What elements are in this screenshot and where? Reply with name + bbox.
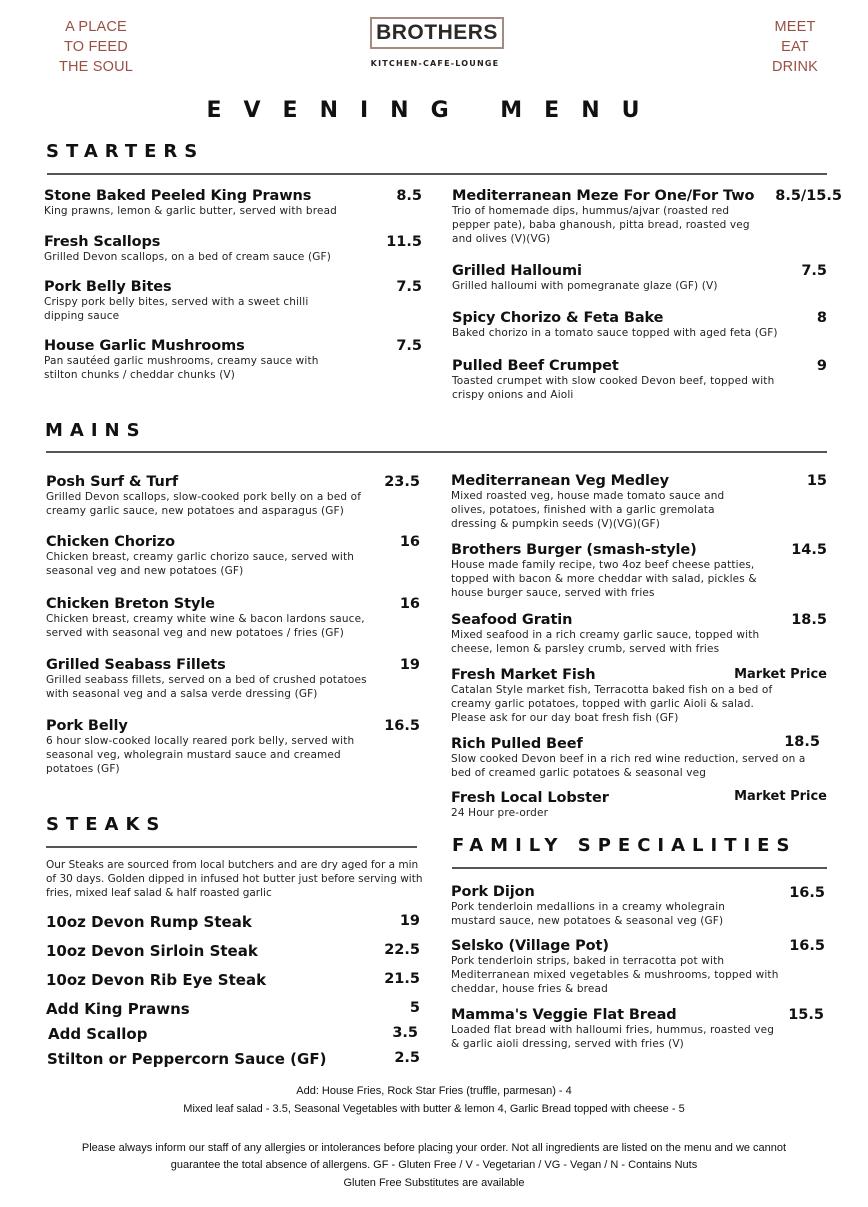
tagline-line: TO FEED bbox=[64, 39, 128, 55]
logo-text: BROTHERS bbox=[376, 21, 498, 44]
steak-item-name: Add Scallop bbox=[48, 1025, 148, 1043]
item-price: Market Price bbox=[734, 667, 827, 682]
item-price: 2.5 bbox=[394, 1050, 420, 1066]
item-price: 15.5 bbox=[788, 1007, 824, 1023]
item-desc: Loaded flat bread with halloumi fries, hummus, roasted veg & garlic aioli dressing, served with fries (V) bbox=[451, 1024, 775, 1050]
item-price: 7.5 bbox=[801, 263, 827, 279]
item-name: Pulled Beef Crumpet bbox=[452, 358, 619, 374]
item-price: 8.5 bbox=[396, 188, 422, 204]
item-price: 18.5 bbox=[784, 734, 820, 750]
tagline-line: MEET bbox=[774, 19, 816, 35]
menu-item bbox=[451, 473, 751, 531]
steak-item-name: 10oz Devon Rib Eye Steak bbox=[46, 971, 267, 989]
item-desc: Crispy pork belly bites, served with a sweet chilli dipping sauce bbox=[44, 296, 309, 322]
steak-item-name: Stilton or Peppercorn Sauce (GF) bbox=[47, 1050, 327, 1068]
menu-item bbox=[44, 234, 374, 264]
section-divider bbox=[46, 451, 827, 453]
steaks-intro: Our Steaks are sourced from local butchers and are dry aged for a min of 30 days. Golden dipped in infused hot butter just before serving with fries, mixed leaf salad & half roasted garlic bbox=[46, 859, 423, 899]
menu-item bbox=[452, 263, 770, 293]
item-name: Fresh Scallops bbox=[44, 234, 161, 250]
item-price: 8.5/15.5 bbox=[775, 188, 842, 204]
menu-item bbox=[451, 736, 806, 780]
menu-item bbox=[452, 188, 770, 246]
menu-item bbox=[451, 542, 791, 600]
item-price: 18.5 bbox=[791, 612, 827, 628]
menu-item bbox=[451, 612, 771, 656]
item-price: 21.5 bbox=[384, 971, 420, 987]
item-desc: Pan sautéed garlic mushrooms, creamy sauce with stilton chunks / cheddar chunks (V) bbox=[44, 355, 319, 381]
item-price: Market Price bbox=[734, 789, 827, 804]
item-desc: Grilled seabass fillets, served on a bed of crushed potatoes with seasonal veg and a salsa verde dressing (GF) bbox=[46, 674, 367, 700]
item-desc: Pork tenderloin strips, baked in terracotta pot with Mediterranean mixed vegetables & mushrooms, topped with cheddar, house fries & bread bbox=[451, 955, 779, 995]
item-desc: Grilled Devon scallops, slow-cooked pork belly on a bed of creamy garlic sauce, new potatoes and asparagus (GF) bbox=[46, 491, 362, 517]
steak-item-name: 10oz Devon Sirloin Steak bbox=[46, 942, 258, 960]
item-desc: Grilled halloumi with pomegranate glaze (GF) (V) bbox=[452, 280, 718, 292]
section-title-starters: STARTERS bbox=[46, 141, 205, 162]
item-price: 16 bbox=[399, 534, 420, 550]
menu-item bbox=[46, 657, 376, 701]
item-name: Chicken Chorizo bbox=[46, 534, 175, 550]
item-name: House Garlic Mushrooms bbox=[44, 338, 245, 354]
tagline-line: THE SOUL bbox=[58, 59, 134, 75]
sides-line-1: Add: House Fries, Rock Star Fries (truffle, parmesan) - 4 bbox=[296, 1085, 572, 1097]
tagline-line: EAT bbox=[781, 39, 809, 55]
item-price: 14.5 bbox=[791, 542, 827, 558]
section-divider bbox=[46, 846, 417, 848]
left-tagline bbox=[50, 17, 142, 77]
menu-item bbox=[46, 718, 356, 776]
menu-item bbox=[46, 474, 376, 518]
tagline-line: DRINK bbox=[771, 59, 819, 75]
tagline-line: A PLACE bbox=[65, 19, 127, 35]
item-name: Rich Pulled Beef bbox=[451, 736, 583, 752]
menu-item bbox=[451, 1007, 781, 1051]
item-name: Grilled Seabass Fillets bbox=[46, 657, 226, 673]
logo-subtitle: KITCHEN-CAFE-LOUNGE bbox=[370, 59, 500, 68]
item-desc: Catalan Style market fish, Terracotta baked fish on a bed of creamy garlic potatoes, topped with garlic Aioli & salad. Please ask for our day boat fresh fish (GF) bbox=[451, 684, 773, 724]
item-name: Fresh Market Fish bbox=[451, 667, 596, 683]
item-name: Selsko (Village Pot) bbox=[451, 938, 609, 954]
menu-item bbox=[44, 279, 334, 323]
item-desc: Mixed seafood in a rich creamy garlic sauce, topped with cheese, lemon & parsley crumb, served with fries bbox=[451, 629, 760, 655]
item-desc: Chicken breast, creamy white wine & bacon lardons sauce, served with seasonal veg and new potatoes / fries (GF) bbox=[46, 613, 365, 639]
item-desc: Baked chorizo in a tomato sauce topped with aged feta (GF) bbox=[452, 327, 778, 339]
item-price: 16 bbox=[399, 596, 420, 612]
menu-item bbox=[451, 884, 771, 928]
item-desc: King prawns, lemon & garlic butter, served with bread bbox=[44, 205, 337, 217]
item-price: 7.5 bbox=[396, 279, 422, 295]
item-desc: Trio of homemade dips, hummus/ajvar (roasted red pepper pate), baba ghanoush, pitta bread, roasted veg and olives (V)(VG) bbox=[452, 205, 750, 245]
item-desc: 24 Hour pre-order bbox=[451, 807, 549, 819]
item-price: 15 bbox=[806, 473, 827, 489]
item-price: 16.5 bbox=[789, 885, 825, 901]
item-price: 5 bbox=[409, 1000, 420, 1016]
item-price: 7.5 bbox=[396, 338, 422, 354]
item-desc: Mixed roasted veg, house made tomato sauce and olives, potatoes, finished with a garlic gremolata dressing & pumpkin seeds (V)(VG)(GF) bbox=[451, 490, 725, 530]
item-name: Mediterranean Meze For One/For Two bbox=[452, 188, 755, 204]
item-name: Seafood Gratin bbox=[451, 612, 573, 628]
item-desc: House made family recipe, two 4oz beef cheese patties, topped with bacon & more cheddar with salad, pickles & house burger sauce, served with fries bbox=[451, 559, 757, 599]
steak-item-name: 10oz Devon Rump Steak bbox=[46, 913, 252, 931]
menu-item bbox=[46, 596, 391, 640]
item-desc: Chicken breast, creamy garlic chorizo sauce, served with seasonal veg and new potatoes (GF) bbox=[46, 551, 355, 577]
item-name: Brothers Burger (smash-style) bbox=[451, 542, 697, 558]
item-price: 22.5 bbox=[384, 942, 420, 958]
item-price: 11.5 bbox=[386, 234, 422, 250]
allergy-note-3: Gluten Free Substitutes are available bbox=[343, 1177, 525, 1189]
item-name: Chicken Breton Style bbox=[46, 596, 215, 612]
item-price: 16.5 bbox=[789, 938, 825, 954]
item-desc: Pork tenderloin medallions in a creamy wholegrain mustard sauce, new potatoes & seasonal veg (GF) bbox=[451, 901, 726, 927]
item-price: 19 bbox=[399, 913, 420, 929]
section-divider bbox=[452, 867, 827, 869]
item-name: Spicy Chorizo & Feta Bake bbox=[452, 310, 664, 326]
allergy-note-1: Please always inform our staff of any allergies or intolerances before placing your order. Not all ingredients are listed on the menu and we cannot bbox=[81, 1142, 787, 1154]
item-name: Grilled Halloumi bbox=[452, 263, 582, 279]
menu-item bbox=[44, 338, 349, 382]
item-price: 8 bbox=[816, 310, 827, 326]
item-desc: Grilled Devon scallops, on a bed of cream sauce (GF) bbox=[44, 251, 331, 263]
item-name: Posh Surf & Turf bbox=[46, 474, 179, 490]
item-desc: Slow cooked Devon beef in a rich red wine reduction, served on a bed of creamed garlic potatoes & seasonal veg bbox=[451, 753, 806, 779]
item-name: Pork Dijon bbox=[451, 884, 535, 900]
menu-item bbox=[44, 188, 374, 218]
item-desc: 6 hour slow-cooked locally reared pork belly, served with seasonal veg, wholegrain mustard sauce and creamed potatoes (GF) bbox=[46, 735, 355, 775]
brand-logo bbox=[370, 17, 504, 49]
item-name: Mediterranean Veg Medley bbox=[451, 473, 669, 489]
item-price: 16.5 bbox=[384, 718, 420, 734]
item-price: 23.5 bbox=[384, 474, 420, 490]
item-desc: Toasted crumpet with slow cooked Devon beef, topped with crispy onions and Aioli bbox=[452, 375, 775, 401]
menu-item bbox=[452, 358, 782, 402]
menu-item bbox=[451, 938, 786, 996]
item-name: Pork Belly Bites bbox=[44, 279, 172, 295]
menu-title: EVENING MENU bbox=[206, 98, 662, 123]
item-name: Stone Baked Peeled King Prawns bbox=[44, 188, 312, 204]
item-name: Pork Belly bbox=[46, 718, 128, 734]
item-price: 19 bbox=[399, 657, 420, 673]
item-name: Mamma's Veggie Flat Bread bbox=[451, 1007, 677, 1023]
section-title-steaks: STEAKS bbox=[46, 814, 167, 835]
section-title-mains: MAINS bbox=[45, 420, 147, 441]
section-title-family-specialities: FAMILY SPECIALITIES bbox=[452, 835, 797, 856]
steak-item-name: Add King Prawns bbox=[46, 1000, 190, 1018]
right-tagline bbox=[760, 17, 830, 77]
menu-item bbox=[46, 534, 356, 578]
item-price: 3.5 bbox=[392, 1025, 418, 1041]
item-price: 9 bbox=[816, 358, 827, 374]
allergy-note-2: guarantee the total absence of allergens. GF - Gluten Free / V - Vegetarian / VG - Vegan / N - Contains Nuts bbox=[170, 1159, 698, 1171]
sides-line-2: Mixed leaf salad - 3.5, Seasonal Vegetables with butter & lemon 4, Garlic Bread topped with cheese - 5 bbox=[183, 1103, 685, 1115]
menu-item bbox=[452, 310, 792, 340]
section-divider bbox=[47, 173, 827, 175]
item-name: Fresh Local Lobster bbox=[451, 790, 609, 806]
